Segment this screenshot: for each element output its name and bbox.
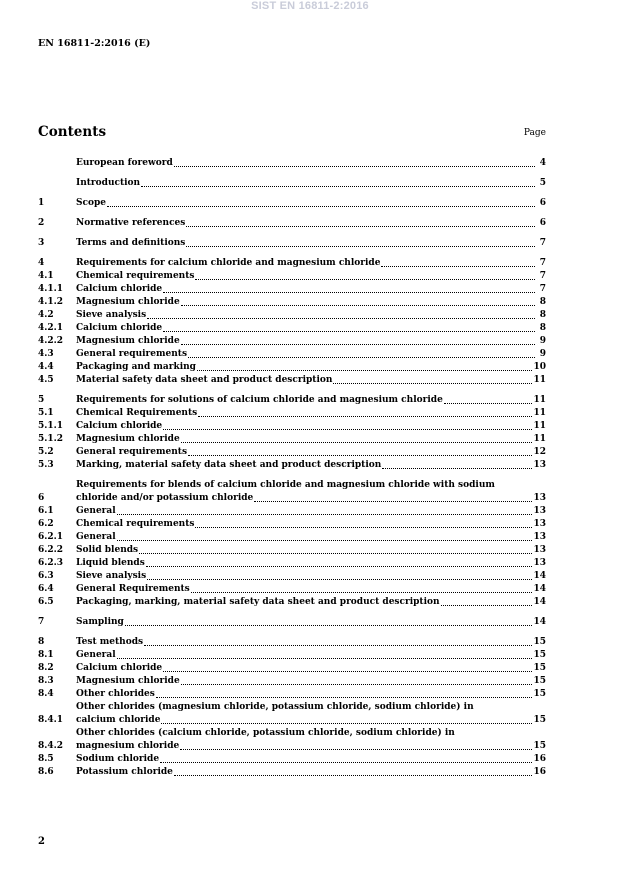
dot-leader — [117, 514, 533, 515]
toc-entry[interactable] — [38, 446, 546, 459]
toc-entry[interactable] — [38, 649, 546, 662]
toc-entry-page: 15 — [533, 689, 546, 699]
toc-entry-title: Chemical requirements — [76, 271, 195, 281]
dot-leader — [195, 279, 535, 280]
toc-entry[interactable] — [38, 531, 546, 544]
toc-entry-number: 8.2 — [38, 663, 54, 673]
toc-entry-page: 9 — [539, 336, 546, 346]
toc-entry-number: 6.5 — [38, 597, 54, 607]
dot-leader — [181, 684, 533, 685]
dot-leader — [180, 749, 532, 750]
toc-entry-title: Calcium chloride — [76, 663, 163, 673]
toc-entry-page: 14 — [533, 597, 546, 607]
toc-entry-title: European foreword — [76, 158, 173, 168]
toc-entry-page: 13 — [533, 545, 546, 555]
toc-entry-title: Solid blends — [76, 545, 139, 555]
page-column-label: Page — [523, 128, 546, 138]
toc-entry[interactable] — [38, 335, 546, 348]
toc-entry-number: 4.2.1 — [38, 323, 64, 333]
dot-leader — [163, 331, 535, 332]
toc-entry-number: 5.3 — [38, 460, 54, 470]
toc-entry-title: General — [76, 532, 116, 542]
toc-entry[interactable] — [38, 505, 546, 518]
toc-entry-title: Calcium chloride — [76, 284, 163, 294]
toc-entry-title: Magnesium chloride — [76, 676, 180, 686]
toc-entry-page: 15 — [533, 663, 546, 673]
toc-entry-page: 14 — [533, 571, 546, 581]
toc-entry-page: 7 — [539, 258, 546, 268]
toc-entry[interactable] — [38, 727, 546, 753]
toc-entry-page: 14 — [533, 617, 546, 627]
dot-leader — [146, 566, 533, 567]
toc-entry-page: 10 — [533, 362, 546, 372]
toc-entry-page: 8 — [539, 323, 546, 333]
toc-entry-title: Potassium chloride — [76, 767, 173, 777]
toc-entry-number: 8.1 — [38, 650, 54, 660]
toc-entry-number: 4.1.1 — [38, 284, 64, 294]
toc-entry-title: Packaging, marking, material safety data sheet and product description — [76, 597, 440, 607]
dot-leader — [107, 206, 535, 207]
toc-entry-number: 6.2.3 — [38, 558, 64, 568]
dot-leader — [254, 501, 532, 502]
dot-leader — [160, 762, 532, 763]
toc-entry-title: Magnesium chloride — [76, 336, 180, 346]
toc-entry-title: General Requirements — [76, 584, 190, 594]
toc-entry[interactable] — [38, 688, 546, 701]
toc-entry[interactable] — [38, 296, 546, 309]
dot-leader — [191, 592, 533, 593]
toc-entry[interactable] — [38, 309, 546, 322]
toc-entry[interactable] — [38, 407, 546, 420]
toc-entry-number: 5 — [38, 395, 45, 405]
dot-leader — [139, 553, 532, 554]
toc-entry[interactable] — [38, 753, 546, 766]
toc-entry-number: 6.2 — [38, 519, 54, 529]
toc-entry-title: Introduction — [76, 178, 141, 188]
dot-leader — [147, 318, 535, 319]
toc-entry-page: 12 — [533, 447, 546, 457]
toc-entry-page: 13 — [533, 506, 546, 516]
dot-leader — [186, 226, 535, 227]
toc-entry[interactable] — [38, 616, 546, 629]
dot-leader — [174, 775, 533, 776]
toc-entry-title-continued: calcium chloride — [76, 715, 161, 725]
toc-entry-page: 7 — [539, 284, 546, 294]
dot-leader — [144, 645, 532, 646]
toc-entry-title-continued: chloride and/or potassium chloride — [76, 493, 254, 503]
toc-entry-title: Magnesium chloride — [76, 297, 180, 307]
toc-entry-number: 4.4 — [38, 362, 54, 372]
toc-entry[interactable] — [38, 217, 546, 230]
toc-entry-number: 4.2.2 — [38, 336, 64, 346]
dot-leader — [181, 305, 535, 306]
toc-entry-page: 6 — [539, 198, 546, 208]
toc-entry-title: Marking, material safety data sheet and product description — [76, 460, 382, 470]
toc-entry[interactable] — [38, 570, 546, 583]
toc-entry-title: Sieve analysis — [76, 571, 147, 581]
toc-entry-title: Liquid blends — [76, 558, 145, 568]
toc-entry[interactable] — [38, 518, 546, 531]
toc-entry-number: 8.4.1 — [38, 715, 64, 725]
toc-entry[interactable] — [38, 361, 546, 374]
dot-leader — [382, 468, 532, 469]
toc-entry-number: 8 — [38, 637, 45, 647]
toc-entry-title: Other chlorides — [76, 689, 155, 699]
toc-entry-page: 13 — [533, 532, 546, 542]
toc-entry-page: 14 — [533, 584, 546, 594]
toc-entry-number: 8.4.2 — [38, 741, 64, 751]
toc-entry-page: 13 — [533, 519, 546, 529]
toc-entry-page: 11 — [533, 395, 546, 405]
toc-entry-number: 4.5 — [38, 375, 54, 385]
toc-entry-title: Scope — [76, 198, 107, 208]
dot-leader — [181, 442, 533, 443]
toc-entry-title: General requirements — [76, 447, 188, 457]
dot-leader — [141, 186, 535, 187]
toc-entry-page: 15 — [533, 637, 546, 647]
dot-leader — [156, 697, 533, 698]
toc-entry-page: 11 — [533, 434, 546, 444]
toc-entry-number: 6 — [38, 493, 45, 503]
toc-entry[interactable] — [38, 322, 546, 335]
dot-leader — [333, 383, 532, 384]
toc-entry-number: 6.1 — [38, 506, 54, 516]
toc-entry[interactable] — [38, 420, 546, 433]
toc-entry-number: 6.2.2 — [38, 545, 64, 555]
toc-entry-title: Sieve analysis — [76, 310, 147, 320]
toc-entry-title: General requirements — [76, 349, 188, 359]
dot-leader — [117, 658, 533, 659]
toc-entry-page: 11 — [533, 375, 546, 385]
dot-leader — [125, 625, 533, 626]
toc-entry[interactable] — [38, 394, 546, 407]
dot-leader — [188, 455, 532, 456]
toc-entry[interactable] — [38, 701, 546, 727]
toc-entry-title: Other chlorides (calcium chloride, potassium chloride, sodium chloride) in — [76, 728, 455, 738]
toc-entry-page: 13 — [533, 460, 546, 470]
toc-entry-title-continued: magnesium chloride — [76, 741, 180, 751]
toc-entry-number: 4.3 — [38, 349, 54, 359]
toc-entry-title: Chemical Requirements — [76, 408, 198, 418]
toc-entry[interactable] — [38, 433, 546, 446]
toc-entry[interactable] — [38, 197, 546, 210]
dot-leader — [195, 527, 532, 528]
toc-entry-title: Chemical requirements — [76, 519, 195, 529]
toc-entry[interactable] — [38, 177, 546, 190]
toc-entry-title: General — [76, 650, 116, 660]
toc-entry-number: 8.5 — [38, 754, 54, 764]
dot-leader — [444, 403, 533, 404]
toc-entry[interactable] — [38, 675, 546, 688]
table-of-contents — [38, 157, 546, 779]
toc-entry-title: Material safety data sheet and product description — [76, 375, 333, 385]
toc-entry-page: 11 — [533, 408, 546, 418]
toc-entry-title: Terms and definitions — [76, 238, 186, 248]
toc-entry[interactable] — [38, 596, 546, 609]
toc-entry-number: 8.6 — [38, 767, 54, 777]
dot-leader — [163, 429, 532, 430]
toc-entry-number: 5.1 — [38, 408, 54, 418]
toc-entry[interactable] — [38, 374, 546, 387]
toc-entry-page: 15 — [533, 715, 546, 725]
toc-entry-page: 8 — [539, 297, 546, 307]
toc-entry-number: 6.3 — [38, 571, 54, 581]
toc-entry-page: 9 — [539, 349, 546, 359]
toc-entry[interactable] — [38, 157, 546, 170]
toc-entry-number: 5.1.1 — [38, 421, 64, 431]
toc-entry[interactable] — [38, 662, 546, 675]
dot-leader — [181, 344, 535, 345]
toc-entry-number: 4 — [38, 258, 45, 268]
dot-leader — [147, 579, 532, 580]
toc-entry-page: 16 — [533, 754, 546, 764]
toc-entry-title: Calcium chloride — [76, 421, 163, 431]
dot-leader — [163, 292, 535, 293]
contents-heading: Contents — [38, 124, 107, 140]
toc-entry-number: 6.4 — [38, 584, 54, 594]
toc-entry-title: Test methods — [76, 637, 144, 647]
toc-entry-title: Requirements for calcium chloride and magnesium chloride — [76, 258, 381, 268]
toc-entry-number: 1 — [38, 198, 45, 208]
toc-entry[interactable] — [38, 557, 546, 570]
toc-entry-number: 5.1.2 — [38, 434, 64, 444]
toc-entry[interactable] — [38, 544, 546, 557]
toc-entry-page: 15 — [533, 676, 546, 686]
dot-leader — [198, 416, 532, 417]
toc-entry-number: 4.1 — [38, 271, 54, 281]
toc-entry-page: 8 — [539, 310, 546, 320]
dot-leader — [186, 246, 535, 247]
dot-leader — [117, 540, 533, 541]
toc-entry-title: General — [76, 506, 116, 516]
toc-entry-page: 11 — [533, 421, 546, 431]
toc-entry-number: 6.2.1 — [38, 532, 64, 542]
dot-leader — [381, 266, 535, 267]
document-id: EN 16811-2:2016 (E) — [38, 38, 151, 49]
toc-entry-page: 15 — [533, 650, 546, 660]
toc-entry[interactable] — [38, 348, 546, 361]
toc-entry-title: Requirements for blends of calcium chloride and magnesium chloride with sodium — [76, 480, 495, 490]
toc-entry[interactable] — [38, 257, 546, 270]
toc-entry[interactable] — [38, 237, 546, 250]
toc-entry-title: Sodium chloride — [76, 754, 160, 764]
toc-entry-number: 8.3 — [38, 676, 54, 686]
toc-entry-number: 2 — [38, 218, 45, 228]
toc-entry-title: Sampling — [76, 617, 124, 627]
toc-entry[interactable] — [38, 583, 546, 596]
toc-entry-number: 5.2 — [38, 447, 54, 457]
toc-entry-number: 8.4 — [38, 689, 54, 699]
toc-entry[interactable] — [38, 270, 546, 283]
toc-entry-page: 4 — [539, 158, 546, 168]
toc-entry-page: 6 — [539, 218, 546, 228]
toc-entry-page: 15 — [533, 741, 546, 751]
toc-entry-page: 7 — [539, 238, 546, 248]
toc-entry-title: Other chlorides (magnesium chloride, potassium chloride, sodium chloride) in — [76, 702, 474, 712]
toc-entry[interactable] — [38, 479, 546, 505]
dot-leader — [163, 671, 532, 672]
toc-entry-page: 13 — [533, 558, 546, 568]
dot-leader — [197, 370, 532, 371]
page-number: 2 — [38, 836, 45, 847]
toc-entry[interactable] — [38, 766, 546, 779]
toc-entry-number: 4.1.2 — [38, 297, 64, 307]
toc-entry[interactable] — [38, 283, 546, 296]
toc-entry-page: 13 — [533, 493, 546, 503]
toc-entry-number: 3 — [38, 238, 45, 248]
toc-entry-page: 5 — [539, 178, 546, 188]
toc-entry-number: 4.2 — [38, 310, 54, 320]
dot-leader — [441, 605, 533, 606]
toc-entry-page: 16 — [533, 767, 546, 777]
toc-entry[interactable] — [38, 636, 546, 649]
toc-entry-title: Requirements for solutions of calcium chloride and magnesium chloride — [76, 395, 443, 405]
watermark: SIST EN 16811-2:2016 — [251, 0, 369, 12]
dot-leader — [188, 357, 535, 358]
toc-entry-title: Normative references — [76, 218, 186, 228]
toc-entry-title: Packaging and marking — [76, 362, 196, 372]
toc-entry[interactable] — [38, 459, 546, 472]
dot-leader — [161, 723, 532, 724]
toc-entry-number: 7 — [38, 617, 45, 627]
dot-leader — [174, 166, 535, 167]
toc-entry-page: 7 — [539, 271, 546, 281]
toc-entry-title: Magnesium chloride — [76, 434, 180, 444]
toc-entry-title: Calcium chloride — [76, 323, 163, 333]
